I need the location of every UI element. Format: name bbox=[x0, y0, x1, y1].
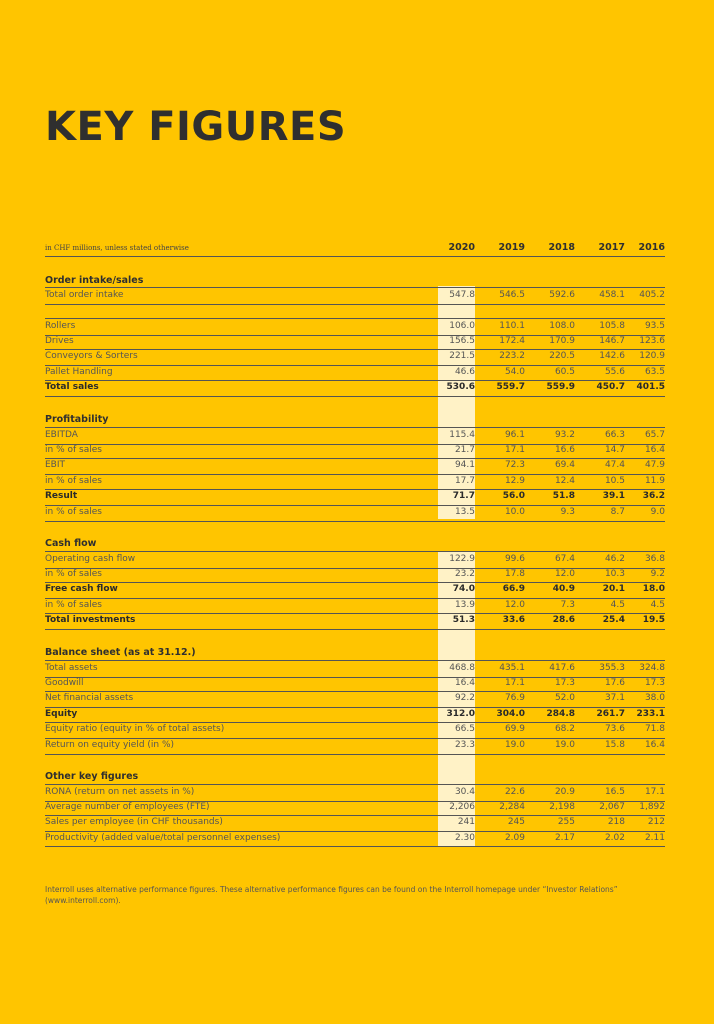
row-value: 51.3 bbox=[452, 615, 475, 626]
row-label: Total assets bbox=[45, 663, 98, 673]
row-value: 28.6 bbox=[552, 615, 575, 626]
row-label: Total sales bbox=[45, 382, 99, 393]
row-label: in % of sales bbox=[45, 599, 102, 610]
row-value: 46.6 bbox=[454, 366, 475, 377]
row-value: 54.0 bbox=[504, 366, 525, 377]
row-value: 11.9 bbox=[644, 475, 665, 486]
table-row bbox=[45, 707, 665, 724]
row-value: 12.0 bbox=[554, 568, 575, 579]
row-label: in % of sales bbox=[45, 507, 102, 517]
year-header: 2017 bbox=[598, 242, 625, 253]
row-value: 36.2 bbox=[642, 491, 665, 502]
row-value: 56.0 bbox=[502, 491, 525, 502]
row-value: 51.8 bbox=[552, 491, 575, 502]
row-value: 40.9 bbox=[552, 584, 575, 595]
row-value: 241 bbox=[457, 817, 475, 828]
row-label: Equity bbox=[45, 708, 78, 719]
row-label: Result bbox=[45, 491, 78, 502]
row-value: 110.1 bbox=[499, 321, 525, 331]
row-value: 546.5 bbox=[499, 290, 525, 300]
row-value: 19.0 bbox=[504, 740, 525, 750]
row-value: 559.7 bbox=[496, 382, 525, 393]
row-value: 73.6 bbox=[604, 724, 625, 735]
year-header: 2018 bbox=[548, 242, 575, 253]
table-row bbox=[45, 598, 665, 615]
row-value: 2,206 bbox=[449, 801, 475, 812]
row-value: 12.4 bbox=[554, 475, 575, 486]
row-label: Net financial assets bbox=[45, 693, 134, 704]
row-value: 108.0 bbox=[549, 321, 575, 331]
table-row bbox=[45, 365, 665, 382]
row-value: 13.5 bbox=[454, 507, 475, 517]
table-row bbox=[45, 474, 665, 491]
row-label: Return on equity yield (in %) bbox=[45, 740, 175, 750]
row-label: Rollers bbox=[45, 321, 76, 331]
table-row bbox=[45, 505, 665, 522]
table-row bbox=[45, 567, 665, 584]
row-value: 142.6 bbox=[599, 351, 625, 362]
row-value: 7.3 bbox=[560, 599, 575, 610]
row-value: 2,067 bbox=[599, 801, 625, 812]
row-value: 146.7 bbox=[599, 335, 625, 346]
row-value: 16.4 bbox=[644, 444, 665, 455]
row-value: 37.1 bbox=[604, 693, 625, 704]
page-title: KEY FIGURES bbox=[45, 104, 347, 150]
table-row bbox=[45, 691, 665, 708]
table-row bbox=[45, 489, 665, 506]
row-label: in % of sales bbox=[45, 568, 102, 579]
row-value: 401.5 bbox=[636, 382, 665, 393]
row-value: 4.5 bbox=[610, 599, 625, 610]
row-label: Conveyors & Sorters bbox=[45, 351, 138, 362]
row-value: 17.1 bbox=[644, 787, 665, 797]
row-value: 17.6 bbox=[604, 677, 625, 688]
row-value: 69.9 bbox=[504, 724, 525, 735]
row-value: 17.3 bbox=[644, 677, 665, 688]
row-value: 19.5 bbox=[642, 615, 665, 626]
row-value: 71.7 bbox=[452, 491, 475, 502]
row-value: 66.9 bbox=[502, 584, 525, 595]
units-note: in CHF millions, unless stated otherwise bbox=[45, 244, 189, 252]
row-value: 122.9 bbox=[449, 554, 475, 564]
row-value: 1,892 bbox=[639, 801, 665, 812]
table-row bbox=[45, 831, 665, 848]
table-row bbox=[45, 738, 665, 755]
row-label: EBITDA bbox=[45, 430, 78, 440]
row-label: Pallet Handling bbox=[45, 366, 113, 377]
row-value: 16.6 bbox=[554, 444, 575, 455]
row-value: 2.30 bbox=[454, 832, 475, 843]
row-value: 355.3 bbox=[599, 663, 625, 673]
table-row bbox=[45, 380, 665, 397]
row-value: 468.8 bbox=[449, 663, 475, 673]
row-value: 172.4 bbox=[499, 335, 525, 346]
section-title: Cash flow bbox=[45, 538, 97, 549]
row-value: 92.2 bbox=[454, 693, 475, 704]
row-value: 405.2 bbox=[639, 290, 665, 300]
row-value: 115.4 bbox=[449, 430, 475, 440]
row-value: 30.4 bbox=[454, 787, 475, 797]
row-label: Productivity (added value/total personnel expenses) bbox=[45, 832, 281, 843]
row-label: Average number of employees (FTE) bbox=[45, 801, 210, 812]
row-value: 223.2 bbox=[499, 351, 525, 362]
row-value: 9.2 bbox=[650, 568, 665, 579]
row-value: 93.5 bbox=[644, 321, 665, 331]
row-value: 71.8 bbox=[644, 724, 665, 735]
row-value: 21.7 bbox=[454, 444, 475, 455]
row-value: 65.7 bbox=[644, 430, 665, 440]
row-value: 417.6 bbox=[549, 663, 575, 673]
row-value: 547.8 bbox=[449, 290, 475, 300]
row-value: 212 bbox=[647, 817, 665, 828]
row-value: 458.1 bbox=[599, 290, 625, 300]
row-label: Equity ratio (equity in % of total assets) bbox=[45, 724, 225, 735]
table-row bbox=[45, 722, 665, 739]
row-value: 530.6 bbox=[446, 382, 475, 393]
row-value: 12.0 bbox=[504, 599, 525, 610]
year-header: 2020 bbox=[448, 242, 475, 253]
row-value: 63.5 bbox=[644, 366, 665, 377]
row-value: 10.3 bbox=[604, 568, 625, 579]
row-value: 38.0 bbox=[644, 693, 665, 704]
table-row bbox=[45, 676, 665, 693]
row-value: 33.6 bbox=[502, 615, 525, 626]
year-header: 2016 bbox=[638, 242, 665, 253]
row-label: Total order intake bbox=[45, 290, 124, 300]
row-value: 17.7 bbox=[454, 475, 475, 486]
row-value: 69.4 bbox=[554, 460, 575, 471]
row-value: 20.1 bbox=[602, 584, 625, 595]
row-value: 93.2 bbox=[554, 430, 575, 440]
section-title: Other key figures bbox=[45, 771, 139, 782]
section-title: Order intake/sales bbox=[45, 275, 144, 286]
row-label: Goodwill bbox=[45, 677, 84, 688]
row-value: 66.5 bbox=[454, 724, 475, 735]
row-value: 94.1 bbox=[454, 460, 475, 471]
row-value: 2.02 bbox=[604, 832, 625, 843]
row-value: 156.5 bbox=[449, 335, 475, 346]
row-value: 261.7 bbox=[596, 708, 625, 719]
row-value: 47.9 bbox=[644, 460, 665, 471]
row-value: 10.0 bbox=[504, 507, 525, 517]
row-label: EBIT bbox=[45, 460, 66, 471]
row-value: 74.0 bbox=[452, 584, 475, 595]
row-value: 96.1 bbox=[504, 430, 525, 440]
row-label: Total investments bbox=[45, 615, 136, 626]
row-value: 76.9 bbox=[504, 693, 525, 704]
row-value: 19.0 bbox=[554, 740, 575, 750]
table-row bbox=[45, 349, 665, 366]
row-value: 120.9 bbox=[639, 351, 665, 362]
row-value: 17.8 bbox=[504, 568, 525, 579]
row-value: 2.17 bbox=[554, 832, 575, 843]
row-value: 218 bbox=[607, 817, 625, 828]
table-row bbox=[45, 334, 665, 351]
row-value: 559.9 bbox=[546, 382, 575, 393]
section-title: Balance sheet (as at 31.12.) bbox=[45, 647, 196, 658]
row-value: 68.2 bbox=[554, 724, 575, 735]
table-row bbox=[45, 800, 665, 817]
row-value: 2.09 bbox=[504, 832, 525, 843]
row-value: 23.2 bbox=[454, 568, 475, 579]
row-value: 46.2 bbox=[604, 554, 625, 564]
row-value: 255 bbox=[557, 817, 575, 828]
row-value: 39.1 bbox=[602, 491, 625, 502]
row-value: 25.4 bbox=[602, 615, 625, 626]
row-value: 16.4 bbox=[454, 677, 475, 688]
row-value: 284.8 bbox=[546, 708, 575, 719]
row-label: Operating cash flow bbox=[45, 554, 136, 564]
row-value: 17.1 bbox=[504, 677, 525, 688]
row-value: 12.9 bbox=[504, 475, 525, 486]
row-value: 72.3 bbox=[504, 460, 525, 471]
row-value: 99.6 bbox=[504, 554, 525, 564]
row-value: 17.3 bbox=[554, 677, 575, 688]
row-label: Sales per employee (in CHF thousands) bbox=[45, 817, 223, 828]
table-row bbox=[45, 613, 665, 630]
row-value: 170.9 bbox=[549, 335, 575, 346]
row-value: 20.9 bbox=[554, 787, 575, 797]
row-value: 47.4 bbox=[604, 460, 625, 471]
row-label: Free cash flow bbox=[45, 584, 118, 595]
row-value: 106.0 bbox=[449, 321, 475, 331]
row-value: 23.3 bbox=[454, 740, 475, 750]
row-value: 16.5 bbox=[604, 787, 625, 797]
row-value: 10.5 bbox=[604, 475, 625, 486]
row-value: 67.4 bbox=[554, 554, 575, 564]
row-value: 13.9 bbox=[454, 599, 475, 610]
row-value: 221.5 bbox=[449, 351, 475, 362]
row-value: 450.7 bbox=[596, 382, 625, 393]
table-row bbox=[45, 582, 665, 599]
row-value: 245 bbox=[507, 817, 525, 828]
row-value: 8.7 bbox=[610, 507, 625, 517]
row-value: 123.6 bbox=[639, 335, 665, 346]
row-label: in % of sales bbox=[45, 444, 102, 455]
row-value: 2.11 bbox=[644, 832, 665, 843]
row-value: 9.3 bbox=[560, 507, 575, 517]
table-header bbox=[45, 241, 665, 257]
row-value: 15.8 bbox=[604, 740, 625, 750]
footnote: Interroll uses alternative performance figures. These alternative performance figures can be found on the Interroll homepage under “Investor Relations” (www.interroll.com). bbox=[45, 885, 618, 905]
year-header: 2019 bbox=[498, 242, 525, 253]
row-value: 4.5 bbox=[650, 599, 665, 610]
row-label: in % of sales bbox=[45, 475, 102, 486]
row-value: 18.0 bbox=[642, 584, 665, 595]
row-value: 16.4 bbox=[644, 740, 665, 750]
row-value: 592.6 bbox=[549, 290, 575, 300]
row-value: 36.8 bbox=[644, 554, 665, 564]
table-row bbox=[45, 458, 665, 475]
row-value: 14.7 bbox=[604, 444, 625, 455]
row-value: 2,284 bbox=[499, 801, 525, 812]
row-label: RONA (return on net assets in %) bbox=[45, 787, 195, 797]
row-value: 22.6 bbox=[504, 787, 525, 797]
table-row bbox=[45, 287, 665, 305]
row-value: 17.1 bbox=[504, 444, 525, 455]
row-value: 105.8 bbox=[599, 321, 625, 331]
row-value: 220.5 bbox=[549, 351, 575, 362]
row-value: 52.0 bbox=[554, 693, 575, 704]
row-value: 9.0 bbox=[650, 507, 665, 517]
table-row bbox=[45, 443, 665, 460]
row-value: 233.1 bbox=[636, 708, 665, 719]
table-row bbox=[45, 815, 665, 832]
row-value: 312.0 bbox=[446, 708, 475, 719]
section-title: Profitability bbox=[45, 414, 109, 425]
row-value: 324.8 bbox=[639, 663, 665, 673]
row-value: 2,198 bbox=[549, 801, 575, 812]
row-label: Drives bbox=[45, 335, 74, 346]
row-value: 435.1 bbox=[499, 663, 525, 673]
row-value: 66.3 bbox=[604, 430, 625, 440]
row-value: 60.5 bbox=[554, 366, 575, 377]
row-value: 55.6 bbox=[604, 366, 625, 377]
row-value: 304.0 bbox=[496, 708, 525, 719]
